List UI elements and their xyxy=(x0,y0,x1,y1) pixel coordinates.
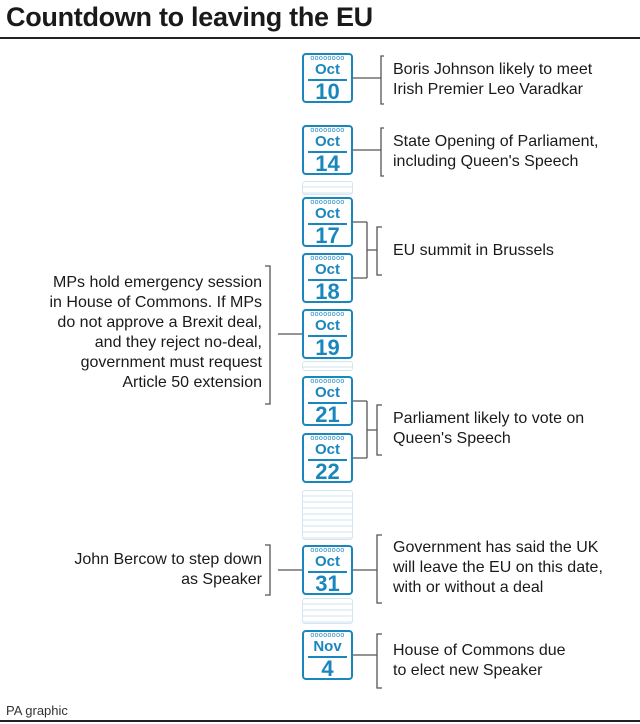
note-line: will leave the EU on this date, xyxy=(393,559,603,576)
note-line: Parliament likely to vote on xyxy=(393,410,585,427)
calendar-rings: oooooooo xyxy=(310,199,345,206)
note-line: and they reject no-deal, xyxy=(94,334,262,351)
credit-label: PA graphic xyxy=(6,703,68,718)
note-line: with or without a deal xyxy=(393,579,544,596)
note-line: as Speaker xyxy=(181,571,262,588)
bracket-oct10 xyxy=(353,56,384,104)
calendar-day: 21 xyxy=(315,402,340,427)
note-line: including Queen's Speech xyxy=(393,153,579,170)
note-line: EU summit in Brussels xyxy=(393,242,554,259)
calendar-day: 14 xyxy=(315,151,340,176)
calendar-month: Oct xyxy=(314,317,340,334)
note-oct31-right xyxy=(393,538,603,598)
note-oct21-22 xyxy=(393,409,584,449)
calendar-month: Oct xyxy=(314,261,340,278)
bracket-oct21-22 xyxy=(353,401,382,458)
note-oct10 xyxy=(393,60,592,100)
note-line: House of Commons due xyxy=(393,642,566,659)
footer-rule xyxy=(0,720,640,722)
bracket-oct17-18 xyxy=(353,222,382,278)
calendar-rings: oooooooo xyxy=(310,547,345,554)
bracket-oct31-left xyxy=(265,545,302,595)
calendar-month: Oct xyxy=(314,384,340,401)
note-line: John Bercow to step down xyxy=(74,551,262,568)
calendar-month: Oct xyxy=(314,61,340,78)
note-line: to elect new Speaker xyxy=(393,662,543,679)
calendar-rings: oooooooo xyxy=(310,378,345,385)
calendar-month: Oct xyxy=(314,441,340,458)
calendar-rings: oooooooo xyxy=(310,632,345,639)
calendar-month: Nov xyxy=(313,638,342,655)
calendar-rings: oooooooo xyxy=(310,311,345,318)
calendar-rings: oooooooo xyxy=(310,127,345,134)
note-line: Government has said the UK xyxy=(393,539,599,556)
note-line: State Opening of Parliament, xyxy=(393,133,599,150)
bracket-nov4 xyxy=(353,634,382,688)
bracket-oct14 xyxy=(353,128,384,176)
note-line: do not approve a Brexit deal, xyxy=(57,314,262,331)
note-line: government must request xyxy=(80,354,262,371)
calendar-rings: oooooooo xyxy=(310,435,345,442)
calendar-day: 10 xyxy=(315,79,340,104)
note-oct19 xyxy=(20,273,262,393)
calendar-rings: oooooooo xyxy=(310,55,345,62)
note-line: Boris Johnson likely to meet xyxy=(393,61,593,78)
calendar-day: 31 xyxy=(315,571,340,596)
calendar-month: Oct xyxy=(314,133,340,150)
calendar-month: Oct xyxy=(314,205,340,222)
note-oct31-left xyxy=(20,550,262,590)
note-line: in House of Commons. If MPs xyxy=(49,294,262,311)
note-line: MPs hold emergency session xyxy=(53,274,262,291)
note-oct14 xyxy=(393,132,598,172)
note-nov4 xyxy=(393,641,566,681)
bracket-oct19 xyxy=(265,266,302,404)
calendar-month: Oct xyxy=(314,553,340,570)
calendar-day: 18 xyxy=(315,279,340,304)
calendar-rings: oooooooo xyxy=(310,255,345,262)
calendar-day: 22 xyxy=(315,459,340,484)
calendar-day: 4 xyxy=(321,656,334,681)
note-line: Irish Premier Leo Varadkar xyxy=(393,81,583,98)
calendar-day: 19 xyxy=(315,335,340,360)
note-line: Queen's Speech xyxy=(393,430,511,447)
note-line: Article 50 extension xyxy=(122,374,262,391)
page-title: Countdown to leaving the EU xyxy=(6,2,373,32)
bracket-oct31-right xyxy=(353,535,382,603)
calendar-day: 17 xyxy=(315,223,340,248)
note-oct17-18 xyxy=(393,241,554,261)
